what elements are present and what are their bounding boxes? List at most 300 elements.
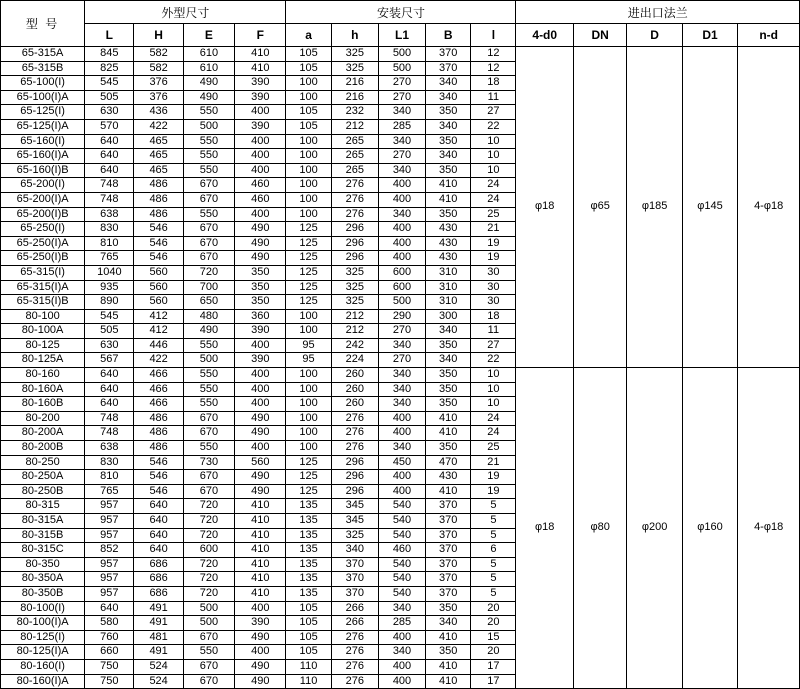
cell-L1: 340 xyxy=(378,163,425,178)
cell-B: 370 xyxy=(426,47,471,62)
column-header-DN: DN xyxy=(573,24,626,47)
cell-F: 410 xyxy=(235,499,286,514)
cell-L: 765 xyxy=(85,484,134,499)
cell-E: 500 xyxy=(183,119,234,134)
cell-h: 265 xyxy=(331,134,378,149)
cell-F: 350 xyxy=(235,280,286,295)
cell-E: 670 xyxy=(183,426,234,441)
cell-H: 560 xyxy=(134,265,183,280)
cell-a: 105 xyxy=(286,601,331,616)
cell-L: 640 xyxy=(85,601,134,616)
cell-B: 340 xyxy=(426,616,471,631)
cell-L1: 270 xyxy=(378,76,425,91)
cell-L: 748 xyxy=(85,411,134,426)
cell-h: 265 xyxy=(331,163,378,178)
cell-H: 640 xyxy=(134,499,183,514)
cell-B: 300 xyxy=(426,309,471,324)
cell-l: 15 xyxy=(471,630,516,645)
cell-H: 412 xyxy=(134,309,183,324)
cell-a: 135 xyxy=(286,572,331,587)
cell-F: 410 xyxy=(235,47,286,62)
cell-model: 80-160A xyxy=(1,382,85,397)
cell-L: 640 xyxy=(85,397,134,412)
cell-l: 10 xyxy=(471,163,516,178)
cell-a: 105 xyxy=(286,616,331,631)
cell-L: 957 xyxy=(85,499,134,514)
cell-l: 22 xyxy=(471,353,516,368)
cell-l: 10 xyxy=(471,397,516,412)
cell-H: 465 xyxy=(134,134,183,149)
cell-h: 276 xyxy=(331,645,378,660)
cell-F: 490 xyxy=(235,484,286,499)
cell-l: 10 xyxy=(471,149,516,164)
cell-H: 422 xyxy=(134,119,183,134)
cell-a: 100 xyxy=(286,382,331,397)
cell-a: 125 xyxy=(286,280,331,295)
cell-a: 105 xyxy=(286,119,331,134)
cell-H: 686 xyxy=(134,557,183,572)
cell-F: 410 xyxy=(235,61,286,76)
cell-L: 567 xyxy=(85,353,134,368)
cell-B: 410 xyxy=(426,630,471,645)
cell-F: 490 xyxy=(235,659,286,674)
cell-L: 750 xyxy=(85,674,134,689)
table-row xyxy=(1,368,800,383)
cell-L: 748 xyxy=(85,426,134,441)
cell-B: 410 xyxy=(426,484,471,499)
cell-l: 27 xyxy=(471,338,516,353)
cell-a: 110 xyxy=(286,659,331,674)
cell-model: 80-200 xyxy=(1,411,85,426)
cell-h: 260 xyxy=(331,382,378,397)
cell-l: 5 xyxy=(471,528,516,543)
cell-h: 296 xyxy=(331,222,378,237)
column-header-l: l xyxy=(471,24,516,47)
cell-model: 65-100(I) xyxy=(1,76,85,91)
cell-H: 640 xyxy=(134,543,183,558)
cell-L: 640 xyxy=(85,382,134,397)
cell-a: 125 xyxy=(286,470,331,485)
cell-E: 550 xyxy=(183,163,234,178)
cell-F: 410 xyxy=(235,528,286,543)
cell-model: 80-125A xyxy=(1,353,85,368)
cell-B: 340 xyxy=(426,353,471,368)
cell-H: 422 xyxy=(134,353,183,368)
cell-L1: 600 xyxy=(378,280,425,295)
cell-L: 957 xyxy=(85,572,134,587)
cell-H: 466 xyxy=(134,397,183,412)
cell-B: 340 xyxy=(426,90,471,105)
cell-L1: 400 xyxy=(378,484,425,499)
cell-E: 550 xyxy=(183,368,234,383)
cell-F: 410 xyxy=(235,572,286,587)
cell-model: 65-200(I) xyxy=(1,178,85,193)
cell-l: 20 xyxy=(471,601,516,616)
cell-h: 325 xyxy=(331,280,378,295)
cell-E: 670 xyxy=(183,178,234,193)
cell-h: 325 xyxy=(331,61,378,76)
cell-F: 410 xyxy=(235,514,286,529)
table-body xyxy=(1,47,800,689)
cell-E: 730 xyxy=(183,455,234,470)
cell-a: 100 xyxy=(286,178,331,193)
cell-h: 296 xyxy=(331,484,378,499)
cell-F: 400 xyxy=(235,397,286,412)
cell-F: 400 xyxy=(235,105,286,120)
cell-l: 20 xyxy=(471,645,516,660)
cell-F: 350 xyxy=(235,265,286,280)
cell-B: 410 xyxy=(426,659,471,674)
cell-L: 545 xyxy=(85,76,134,91)
cell-E: 550 xyxy=(183,382,234,397)
cell-E: 500 xyxy=(183,616,234,631)
cell-L1: 400 xyxy=(378,659,425,674)
cell-h: 345 xyxy=(331,499,378,514)
cell-F: 400 xyxy=(235,601,286,616)
cell-L1: 340 xyxy=(378,207,425,222)
cell-L: 505 xyxy=(85,324,134,339)
cell-a: 95 xyxy=(286,353,331,368)
cell-B: 370 xyxy=(426,514,471,529)
cell-L: 748 xyxy=(85,178,134,193)
cell-L1: 340 xyxy=(378,382,425,397)
cell-B: 370 xyxy=(426,499,471,514)
cell-F: 400 xyxy=(235,368,286,383)
cell-l: 30 xyxy=(471,295,516,310)
cell-model: 80-160(I)A xyxy=(1,674,85,689)
cell-a: 100 xyxy=(286,441,331,456)
cell-H: 546 xyxy=(134,251,183,266)
column-header-H: H xyxy=(134,24,183,47)
cell-l: 30 xyxy=(471,280,516,295)
cell-h: 266 xyxy=(331,601,378,616)
cell-E: 670 xyxy=(183,411,234,426)
cell-H: 491 xyxy=(134,601,183,616)
cell-model: 80-315C xyxy=(1,543,85,558)
cell-l: 10 xyxy=(471,134,516,149)
cell-B: 340 xyxy=(426,324,471,339)
cell-E: 610 xyxy=(183,47,234,62)
cell-h: 276 xyxy=(331,441,378,456)
cell-model: 65-160(I) xyxy=(1,134,85,149)
cell-E: 670 xyxy=(183,484,234,499)
cell-model: 80-125(I) xyxy=(1,630,85,645)
cell-l: 27 xyxy=(471,105,516,120)
cell-D1: φ160 xyxy=(682,368,737,689)
cell-B: 340 xyxy=(426,76,471,91)
cell-F: 400 xyxy=(235,382,286,397)
cell-H: 466 xyxy=(134,368,183,383)
cell-E: 670 xyxy=(183,470,234,485)
cell-B: 350 xyxy=(426,382,471,397)
cell-a: 100 xyxy=(286,207,331,222)
cell-B: 350 xyxy=(426,163,471,178)
cell-l: 10 xyxy=(471,368,516,383)
cell-E: 550 xyxy=(183,105,234,120)
cell-L1: 400 xyxy=(378,630,425,645)
cell-h: 224 xyxy=(331,353,378,368)
cell-model: 80-125(I)A xyxy=(1,645,85,660)
cell-l: 6 xyxy=(471,543,516,558)
cell-a: 100 xyxy=(286,397,331,412)
cell-model: 65-200(I)B xyxy=(1,207,85,222)
cell-E: 490 xyxy=(183,324,234,339)
cell-l: 12 xyxy=(471,47,516,62)
group-header-install-dimensions: 安装尺寸 xyxy=(286,1,516,24)
cell-L1: 270 xyxy=(378,90,425,105)
cell-model: 80-100(I)A xyxy=(1,616,85,631)
cell-h: 276 xyxy=(331,659,378,674)
cell-L1: 460 xyxy=(378,543,425,558)
cell-F: 410 xyxy=(235,557,286,572)
cell-a: 135 xyxy=(286,586,331,601)
cell-h: 276 xyxy=(331,411,378,426)
cell-L1: 400 xyxy=(378,426,425,441)
cell-E: 720 xyxy=(183,572,234,587)
cell-L1: 400 xyxy=(378,674,425,689)
cell-F: 400 xyxy=(235,645,286,660)
cell-B: 410 xyxy=(426,178,471,193)
cell-a: 105 xyxy=(286,645,331,660)
cell-L: 957 xyxy=(85,528,134,543)
cell-model: 65-250(I)A xyxy=(1,236,85,251)
cell-l: 22 xyxy=(471,119,516,134)
cell-model: 80-350A xyxy=(1,572,85,587)
cell-E: 670 xyxy=(183,630,234,645)
cell-L1: 400 xyxy=(378,251,425,266)
column-header-4-d0: 4-d0 xyxy=(516,24,574,47)
cell-H: 640 xyxy=(134,528,183,543)
cell-H: 524 xyxy=(134,674,183,689)
cell-H: 491 xyxy=(134,616,183,631)
cell-D1: φ145 xyxy=(682,47,737,368)
cell-E: 550 xyxy=(183,645,234,660)
cell-L1: 400 xyxy=(378,222,425,237)
cell-h: 370 xyxy=(331,572,378,587)
group-header-outer-dimensions: 外型尺寸 xyxy=(85,1,286,24)
cell-F: 390 xyxy=(235,324,286,339)
cell-B: 410 xyxy=(426,426,471,441)
cell-F: 390 xyxy=(235,90,286,105)
cell-L1: 340 xyxy=(378,338,425,353)
cell-L: 750 xyxy=(85,659,134,674)
cell-h: 265 xyxy=(331,149,378,164)
cell-h: 266 xyxy=(331,616,378,631)
cell-model: 80-160(I) xyxy=(1,659,85,674)
cell-F: 400 xyxy=(235,207,286,222)
cell-l: 25 xyxy=(471,207,516,222)
cell-L: 810 xyxy=(85,236,134,251)
cell-h: 325 xyxy=(331,265,378,280)
cell-F: 400 xyxy=(235,441,286,456)
column-header-model: 型 号 xyxy=(1,1,85,47)
cell-F: 460 xyxy=(235,178,286,193)
cell-model: 65-315B xyxy=(1,61,85,76)
cell-H: 686 xyxy=(134,586,183,601)
cell-L: 638 xyxy=(85,207,134,222)
cell-B: 350 xyxy=(426,338,471,353)
cell-L: 810 xyxy=(85,470,134,485)
cell-h: 276 xyxy=(331,207,378,222)
column-header-F: F xyxy=(235,24,286,47)
cell-a: 100 xyxy=(286,76,331,91)
cell-H: 546 xyxy=(134,470,183,485)
column-header-L1: L1 xyxy=(378,24,425,47)
cell-h: 276 xyxy=(331,630,378,645)
cell-a: 125 xyxy=(286,265,331,280)
cell-model: 80-200B xyxy=(1,441,85,456)
cell-model: 65-315(I) xyxy=(1,265,85,280)
cell-L: 830 xyxy=(85,222,134,237)
cell-model: 80-100 xyxy=(1,309,85,324)
cell-B: 370 xyxy=(426,61,471,76)
cell-L1: 540 xyxy=(378,499,425,514)
cell-l: 19 xyxy=(471,484,516,499)
cell-a: 100 xyxy=(286,90,331,105)
cell-a: 100 xyxy=(286,163,331,178)
cell-model: 65-160(I)A xyxy=(1,149,85,164)
cell-model: 65-315A xyxy=(1,47,85,62)
cell-H: 436 xyxy=(134,105,183,120)
cell-L1: 400 xyxy=(378,470,425,485)
cell-H: 546 xyxy=(134,484,183,499)
cell-a: 125 xyxy=(286,455,331,470)
cell-H: 640 xyxy=(134,514,183,529)
cell-B: 410 xyxy=(426,192,471,207)
cell-l: 25 xyxy=(471,441,516,456)
cell-model: 80-100A xyxy=(1,324,85,339)
cell-E: 610 xyxy=(183,61,234,76)
cell-B: 350 xyxy=(426,441,471,456)
cell-L: 830 xyxy=(85,455,134,470)
cell-L: 935 xyxy=(85,280,134,295)
cell-h: 212 xyxy=(331,119,378,134)
cell-L: 640 xyxy=(85,149,134,164)
cell-L: 852 xyxy=(85,543,134,558)
cell-F: 390 xyxy=(235,76,286,91)
cell-a: 100 xyxy=(286,149,331,164)
cell-l: 20 xyxy=(471,616,516,631)
cell-L: 638 xyxy=(85,441,134,456)
cell-L: 660 xyxy=(85,645,134,660)
cell-h: 296 xyxy=(331,251,378,266)
cell-L1: 500 xyxy=(378,295,425,310)
column-header-n-d: n-d xyxy=(738,24,800,47)
cell-a: 135 xyxy=(286,557,331,572)
cell-a: 125 xyxy=(286,236,331,251)
cell-a: 105 xyxy=(286,630,331,645)
cell-h: 325 xyxy=(331,295,378,310)
cell-l: 12 xyxy=(471,61,516,76)
column-header-a: a xyxy=(286,24,331,47)
cell-n-d: 4-φ18 xyxy=(738,368,800,689)
cell-a: 110 xyxy=(286,674,331,689)
cell-H: 465 xyxy=(134,149,183,164)
cell-l: 5 xyxy=(471,586,516,601)
cell-F: 390 xyxy=(235,119,286,134)
cell-H: 481 xyxy=(134,630,183,645)
column-header-E: E xyxy=(183,24,234,47)
cell-L1: 540 xyxy=(378,557,425,572)
cell-E: 550 xyxy=(183,149,234,164)
cell-h: 276 xyxy=(331,192,378,207)
cell-model: 80-350B xyxy=(1,586,85,601)
cell-a: 125 xyxy=(286,251,331,266)
cell-B: 350 xyxy=(426,397,471,412)
cell-B: 340 xyxy=(426,149,471,164)
cell-L: 957 xyxy=(85,514,134,529)
cell-B: 430 xyxy=(426,236,471,251)
cell-F: 410 xyxy=(235,543,286,558)
cell-L: 640 xyxy=(85,134,134,149)
cell-F: 350 xyxy=(235,295,286,310)
cell-F: 360 xyxy=(235,309,286,324)
cell-h: 212 xyxy=(331,324,378,339)
cell-H: 465 xyxy=(134,163,183,178)
cell-h: 325 xyxy=(331,528,378,543)
cell-F: 390 xyxy=(235,353,286,368)
cell-F: 390 xyxy=(235,616,286,631)
cell-DN: φ80 xyxy=(573,368,626,689)
cell-h: 260 xyxy=(331,397,378,412)
cell-F: 490 xyxy=(235,236,286,251)
cell-H: 412 xyxy=(134,324,183,339)
cell-L: 505 xyxy=(85,90,134,105)
cell-F: 490 xyxy=(235,674,286,689)
cell-L: 825 xyxy=(85,61,134,76)
cell-a: 105 xyxy=(286,61,331,76)
cell-H: 582 xyxy=(134,47,183,62)
cell-4-d0: φ18 xyxy=(516,47,574,368)
cell-B: 350 xyxy=(426,601,471,616)
cell-E: 720 xyxy=(183,499,234,514)
cell-E: 720 xyxy=(183,528,234,543)
cell-B: 470 xyxy=(426,455,471,470)
cell-h: 370 xyxy=(331,586,378,601)
cell-B: 410 xyxy=(426,674,471,689)
cell-L: 760 xyxy=(85,630,134,645)
column-header-L: L xyxy=(85,24,134,47)
cell-a: 95 xyxy=(286,338,331,353)
cell-l: 5 xyxy=(471,572,516,587)
cell-model: 65-160(I)B xyxy=(1,163,85,178)
cell-model: 80-250 xyxy=(1,455,85,470)
cell-L: 570 xyxy=(85,119,134,134)
cell-E: 650 xyxy=(183,295,234,310)
cell-a: 135 xyxy=(286,543,331,558)
cell-model: 80-315B xyxy=(1,528,85,543)
cell-L1: 600 xyxy=(378,265,425,280)
cell-model: 80-125 xyxy=(1,338,85,353)
cell-h: 260 xyxy=(331,368,378,383)
cell-L1: 340 xyxy=(378,368,425,383)
cell-E: 720 xyxy=(183,586,234,601)
cell-h: 296 xyxy=(331,236,378,251)
column-header-B: B xyxy=(426,24,471,47)
cell-L1: 500 xyxy=(378,61,425,76)
cell-L: 890 xyxy=(85,295,134,310)
cell-B: 370 xyxy=(426,543,471,558)
cell-F: 400 xyxy=(235,134,286,149)
cell-model: 80-250B xyxy=(1,484,85,499)
cell-F: 490 xyxy=(235,251,286,266)
cell-F: 400 xyxy=(235,149,286,164)
cell-l: 5 xyxy=(471,499,516,514)
cell-h: 276 xyxy=(331,178,378,193)
cell-L1: 270 xyxy=(378,149,425,164)
cell-model: 65-250(I)B xyxy=(1,251,85,266)
cell-L1: 540 xyxy=(378,572,425,587)
